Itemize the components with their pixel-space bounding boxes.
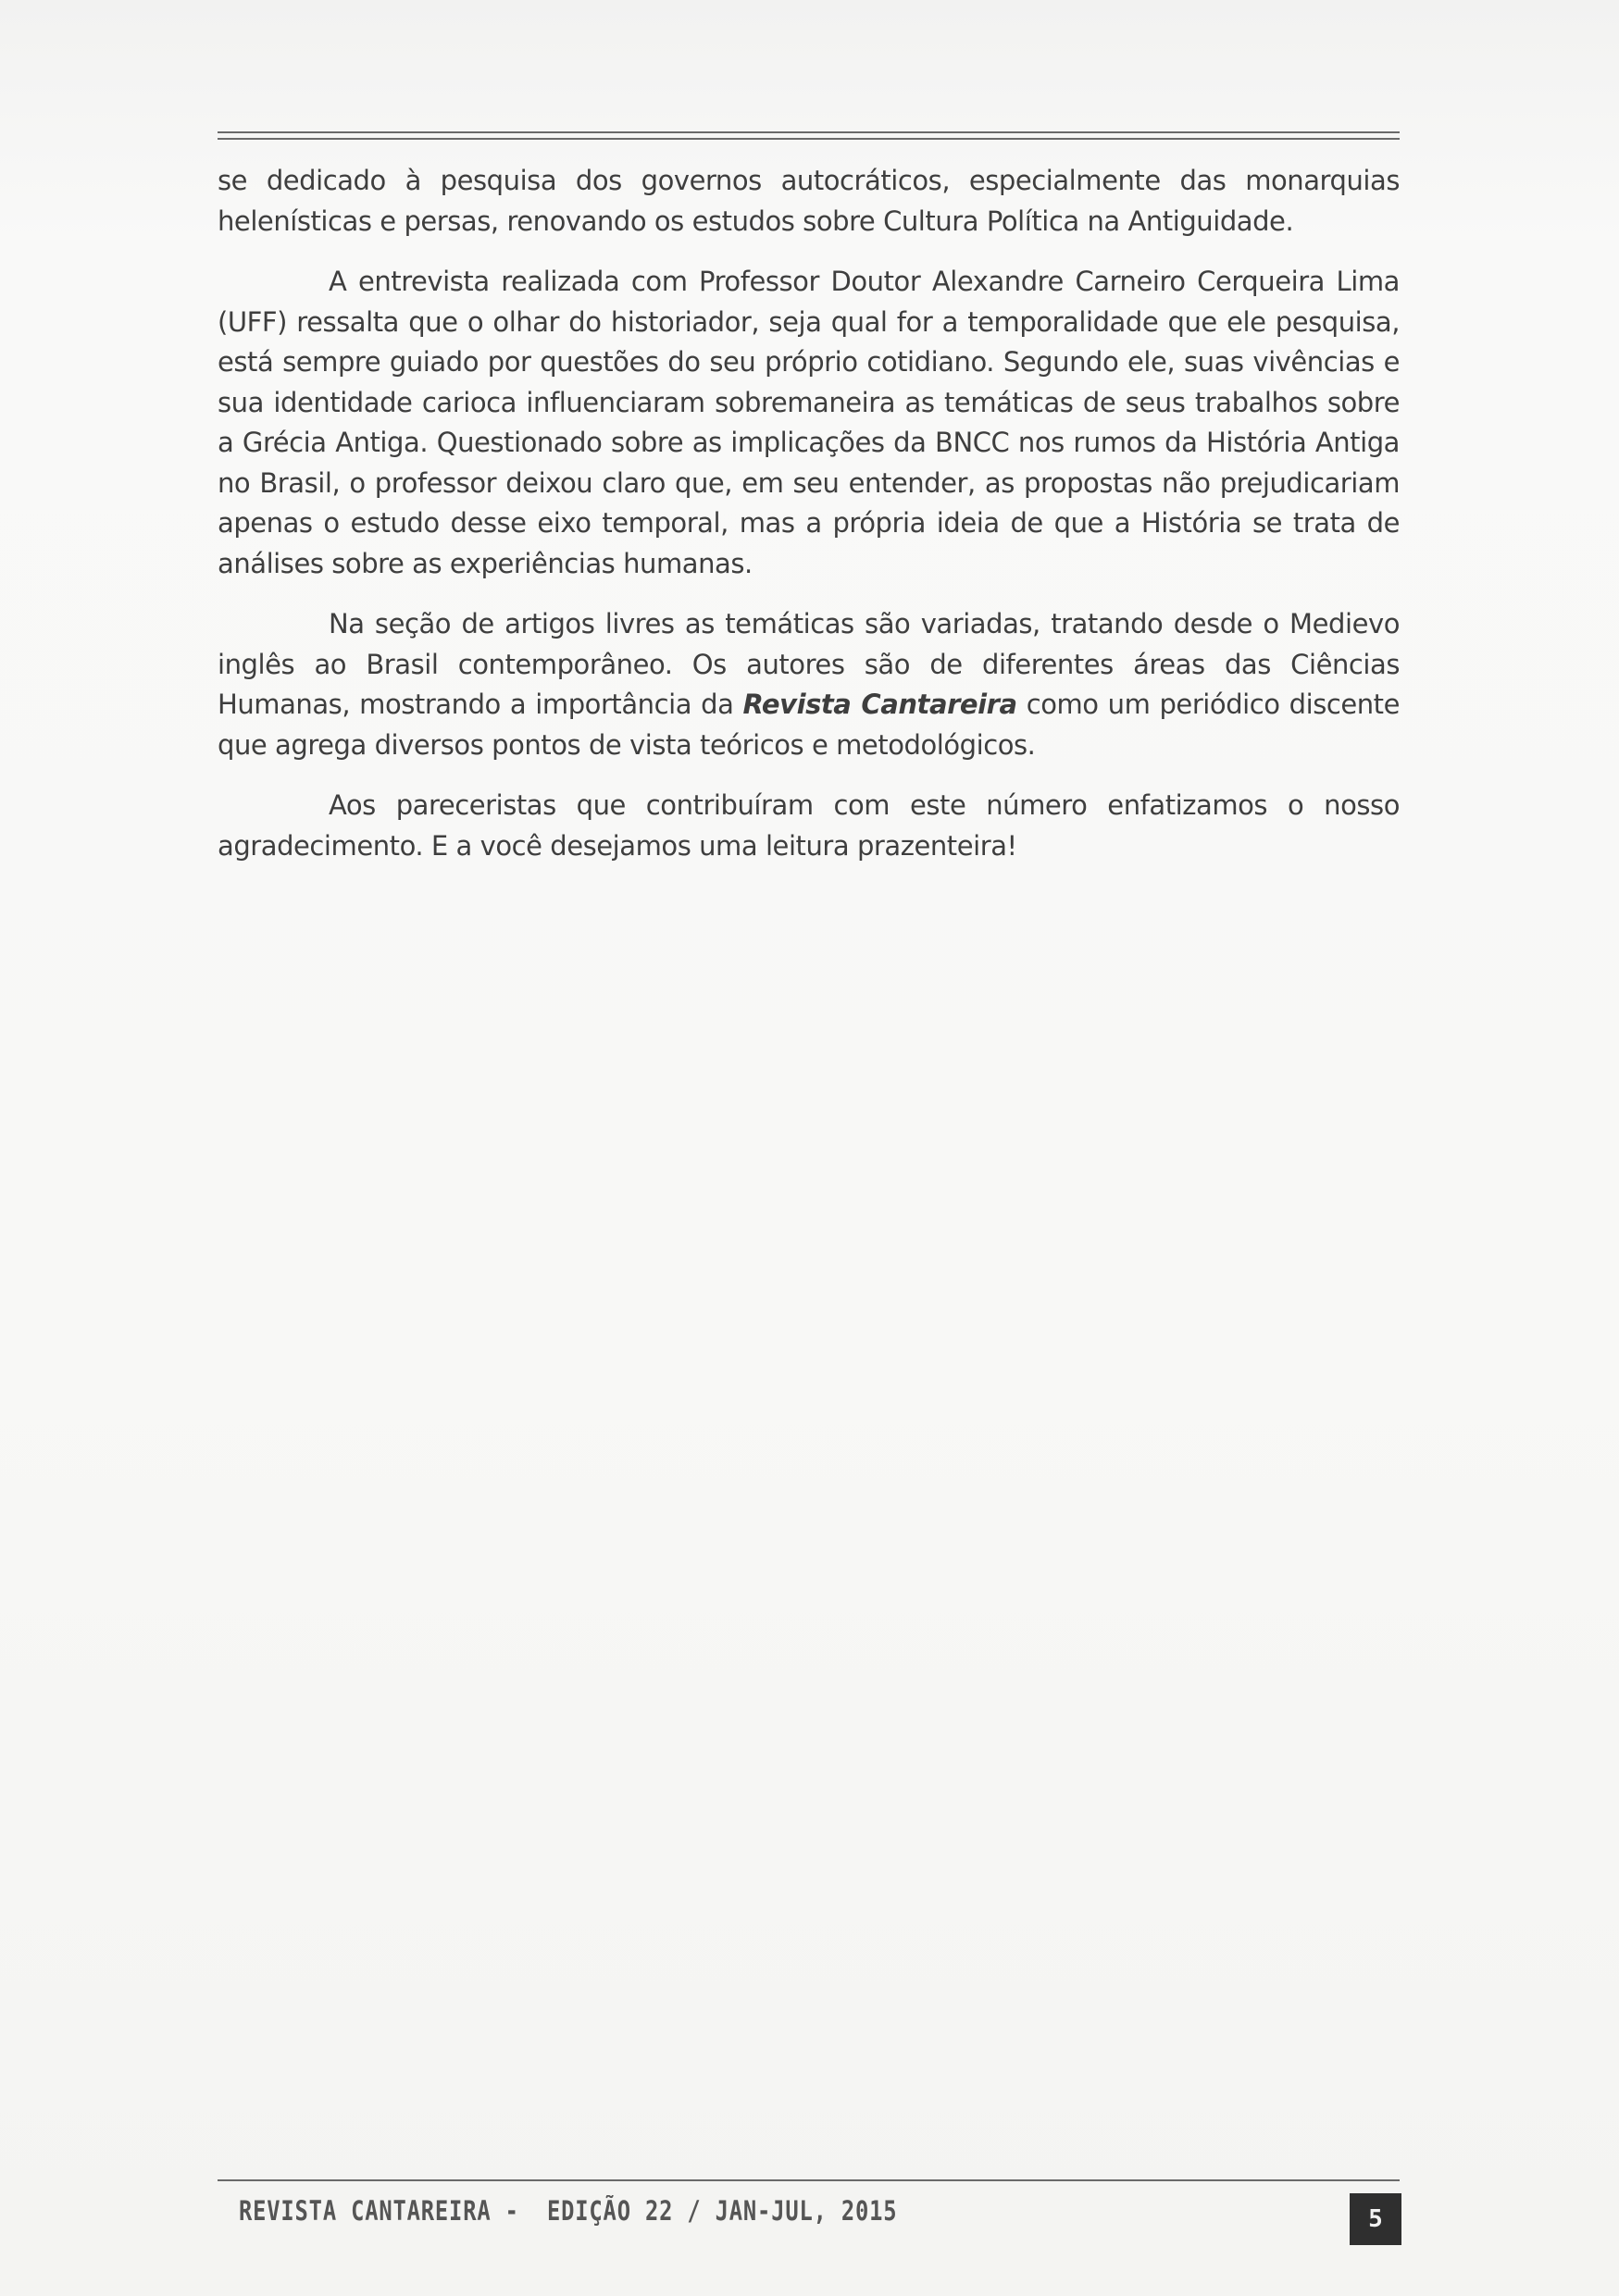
article-body — [218, 161, 1400, 887]
paragraph-interview: A entrevista realizada com Professor Doutor Alexandre Carneiro Cerqueira Lima (UFF) ressalta que o olhar do historiador, seja qual for a temporalidade que ele pesquisa, está sempre guiado por questões do seu próprio cotidiano. Segundo ele, suas vivências e sua identidade carioca influenciaram sobremaneira as temáticas de seus trabalhos sobre a Grécia Antiga. Questionado sobre as implicações da BNCC nos rumos da História Antiga no Brasil, o professor deixou claro que, em seu entender, as propostas não prejudicariam apenas o estudo desse eixo temporal, mas a própria ideia de que a História se trata de análises sobre as experiências humanas. — [218, 266, 1400, 579]
paragraph-free-articles-before: Na seção de artigos livres as temáticas são variadas, tratando desde o Medievo inglês ao Brasil contemporâneo. Os autores são de diferentes áreas das Ciências Humanas, mostrando a importância da — [218, 608, 1400, 720]
paragraph-acknowledgement: Aos pareceristas que contribuíram com este número enfatizamos o nosso agradecimento. E a você desejamos uma leitura prazenteira! — [218, 789, 1400, 862]
paragraph-free-articles-after: como um periódico discente que agrega diversos pontos de vista teóricos e metodológicos. — [218, 689, 1400, 761]
journal-name-emphasis: Revista Cantareira — [742, 689, 1017, 720]
paragraph-continuation: se dedicado à pesquisa dos governos autocráticos, especialmente das monarquias helenísticas e persas, renovando os estudos sobre Cultura Política na Antiguidade. — [218, 165, 1400, 237]
paragraph-free-articles — [218, 604, 1400, 765]
header-double-rule — [218, 131, 1400, 140]
footer-journal-edition: REVISTA CANTAREIRA - EDIÇÃO 22 / JAN-JUL, 2015 — [239, 2195, 898, 2227]
page-number-badge: 5 — [1350, 2193, 1401, 2245]
footer-rule — [218, 2179, 1400, 2181]
